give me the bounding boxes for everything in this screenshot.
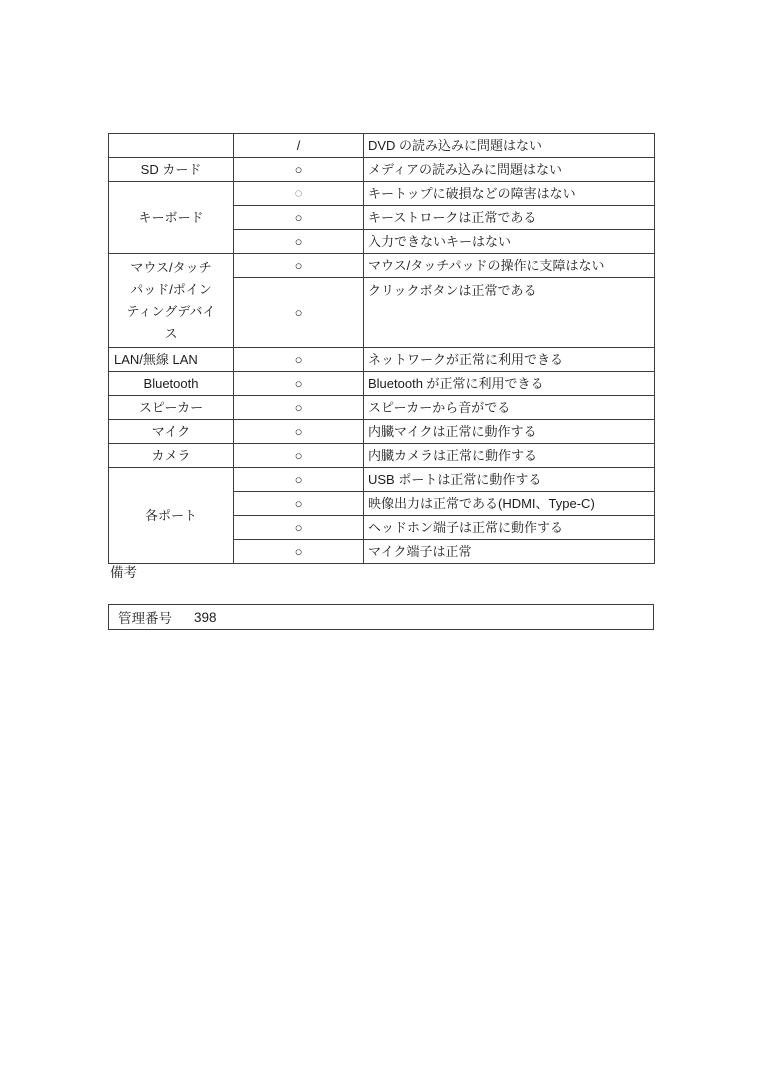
check-mark-cell: ○ bbox=[234, 372, 364, 396]
table-row-sdcard bbox=[109, 158, 655, 182]
check-item-cell: USB ポートは正常に動作する bbox=[364, 468, 655, 492]
check-mark-cell: ○ bbox=[234, 468, 364, 492]
check-item-cell: Bluetooth が正常に利用できる bbox=[364, 372, 655, 396]
check-item-cell: 内臓カメラは正常に動作する bbox=[364, 444, 655, 468]
check-mark-cell: ○ bbox=[234, 420, 364, 444]
check-mark-cell: ○ bbox=[234, 444, 364, 468]
category-cell-empty bbox=[109, 134, 234, 158]
check-item-cell: マウス/タッチパッドの操作に支障はない bbox=[364, 254, 655, 278]
table-row-camera bbox=[109, 444, 655, 468]
management-number-value: 398 bbox=[194, 609, 217, 625]
category-cell-speaker: スピーカー bbox=[109, 396, 234, 420]
check-item-cell: ヘッドホン端子は正常に動作する bbox=[364, 516, 655, 540]
category-cell-mouse bbox=[109, 254, 234, 348]
check-item-cell: マイク端子は正常 bbox=[364, 540, 655, 564]
category-cell-keyboard: キーボード bbox=[109, 182, 234, 254]
check-mark-cell-gray: ○ bbox=[234, 182, 364, 206]
category-label-line: パッド/ポイン bbox=[130, 281, 212, 297]
check-mark-cell: ○ bbox=[234, 516, 364, 540]
table-row-lan bbox=[109, 348, 655, 372]
check-item-cell: クリックボタンは正常である bbox=[364, 278, 655, 348]
check-item-cell: メディアの読み込みに問題はない bbox=[364, 158, 655, 182]
check-mark-cell: ○ bbox=[234, 540, 364, 564]
table-row-mic bbox=[109, 420, 655, 444]
management-number-box bbox=[108, 604, 654, 630]
management-number-label: 管理番号 bbox=[118, 611, 172, 626]
check-item-cell: DVD の読み込みに問題はない bbox=[364, 134, 655, 158]
check-item-cell: キーストロークは正常である bbox=[364, 206, 655, 230]
check-item-cell: 内臓マイクは正常に動作する bbox=[364, 420, 655, 444]
remarks-label: 備考 bbox=[110, 565, 137, 580]
table-row-dvd bbox=[109, 134, 655, 158]
check-mark-cell: ○ bbox=[234, 492, 364, 516]
table-row-mouse-1 bbox=[109, 254, 655, 278]
category-label-line: ス bbox=[164, 325, 178, 341]
check-item-cell: キートップに破損などの障害はない bbox=[364, 182, 655, 206]
table-row-bluetooth bbox=[109, 372, 655, 396]
table-row-speaker bbox=[109, 396, 655, 420]
check-mark-cell: ○ bbox=[234, 158, 364, 182]
check-item-cell: スピーカーから音がでる bbox=[364, 396, 655, 420]
check-mark-cell: / bbox=[234, 134, 364, 158]
check-mark-cell: ○ bbox=[234, 254, 364, 278]
check-mark-cell: ○ bbox=[234, 396, 364, 420]
category-cell-sdcard: SD カード bbox=[109, 158, 234, 182]
check-item-cell: ネットワークが正常に利用できる bbox=[364, 348, 655, 372]
table-row-keyboard-1 bbox=[109, 182, 655, 206]
category-cell-bluetooth: Bluetooth bbox=[109, 372, 234, 396]
category-cell-camera: カメラ bbox=[109, 444, 234, 468]
category-cell-mic: マイク bbox=[109, 420, 234, 444]
check-mark-cell: ○ bbox=[234, 348, 364, 372]
table-row-ports-1 bbox=[109, 468, 655, 492]
inspection-checklist-table bbox=[108, 133, 655, 564]
category-cell-ports: 各ポート bbox=[109, 468, 234, 564]
check-mark-cell: ○ bbox=[234, 278, 364, 348]
check-mark-cell: ○ bbox=[234, 206, 364, 230]
check-item-cell: 入力できないキーはない bbox=[364, 230, 655, 254]
category-label-line: マウス/タッチ bbox=[130, 259, 212, 275]
category-label-line: ティングデバイ bbox=[126, 303, 216, 319]
check-item-cell: 映像出力は正常である(HDMI、Type-C) bbox=[364, 492, 655, 516]
check-mark-cell: ○ bbox=[234, 230, 364, 254]
category-cell-lan: LAN/無線 LAN bbox=[109, 348, 234, 372]
